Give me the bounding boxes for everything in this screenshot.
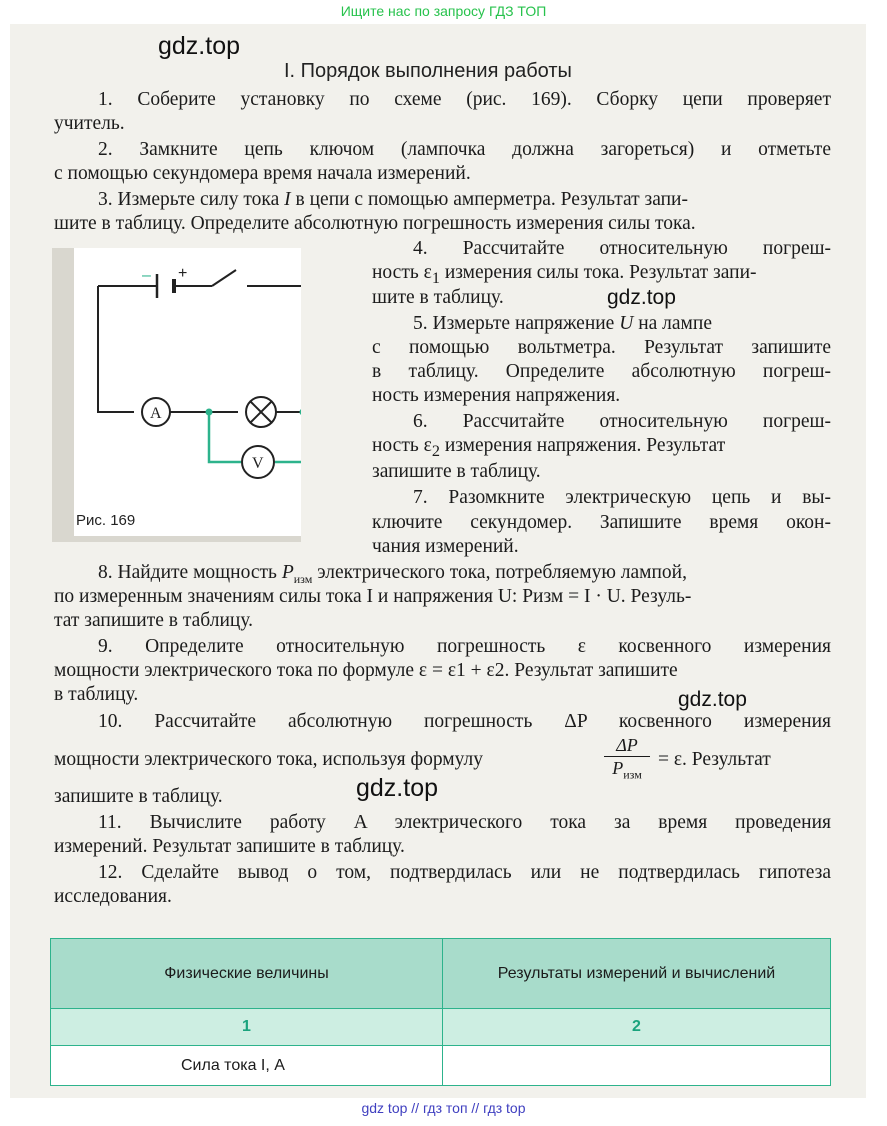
step-4-line: шите в таблицу. [372, 287, 504, 308]
watermark: gdz.top [356, 774, 439, 802]
figure-169 [52, 248, 301, 542]
table-header-row [51, 939, 831, 1009]
watermark: gdz.top [678, 688, 747, 711]
battery-minus-label: – [142, 267, 151, 284]
step-11-line: измерений. Результат запишите в таблицу. [54, 836, 405, 857]
step-7-line: 7. Разомкните электрическую цепь и вы- [413, 487, 831, 508]
step-5-line: с помощью вольтметра. Результат запишите [372, 337, 831, 358]
step-8-line: по измеренным значениям силы тока I и напряжения U: Pизм = I · U. Резуль- [54, 586, 692, 607]
column-number: 1 [51, 1009, 443, 1046]
step-6-line: запишите в таблицу. [372, 461, 541, 482]
switch-key [212, 270, 236, 286]
column-number: 2 [443, 1009, 831, 1046]
step-11-line: 11. Вычислите работу A электрического тока за время проведения [98, 812, 831, 833]
step-7-line: ключите секундомер. Запишите время окон- [372, 512, 831, 533]
junction-point [206, 409, 213, 416]
step-6-line: ность $\varepsilon_2$ измерения напряжения. Результат [372, 435, 726, 460]
step-8-line: тат запишите в таблицу. [54, 610, 253, 631]
step-4-line: 4. Рассчитайте относительную погреш- [413, 238, 831, 259]
step-1-line: 1. Соберите установку по схеме (рис. 169). Сборку цепи проверяет [98, 89, 831, 110]
step-5-line: 5. Измерьте напряжение U на лампе [413, 313, 712, 334]
quantity-value [443, 1046, 831, 1086]
step-8-line: 8. Найдите мощность $P_{изм}$ электрического тока, потребляемую лампой, [98, 562, 687, 586]
watermark: gdz.top [158, 32, 241, 60]
formula-fraction: ΔP $P_{изм}$ [604, 734, 650, 786]
step-3-line: шите в таблицу. Определите абсолютную погрешность измерения силы тока. [54, 213, 696, 234]
step-9-line: в таблицу. [54, 684, 139, 705]
step-4-line: ность $\varepsilon_1$ измерения силы тока. Результат запи- [372, 262, 757, 287]
junction-point [300, 409, 302, 416]
step-10-line: = ε. Результат [658, 749, 771, 770]
step-2-line: с помощью секундомера время начала измерений. [54, 163, 471, 184]
table-number-row [51, 1009, 831, 1046]
step-6-line: 6. Рассчитайте относительную погреш- [413, 411, 831, 432]
step-2-line: 2. Замкните цепь ключом (лампочка должна загореться) и отметьте [98, 139, 831, 160]
results-table [50, 938, 831, 1086]
step-10-line: запишите в таблицу. [54, 786, 223, 807]
battery-plus-label: + [178, 265, 188, 282]
step-9-line: мощности электрического тока по формуле ε = ε1 + ε2. Результат запишите [54, 660, 678, 681]
step-12-line: исследования. [54, 886, 172, 907]
step-7-line: чания измерений. [372, 536, 519, 557]
table-header-cell: Результаты измерений и вычислений [443, 939, 831, 1009]
step-10-line: 10. Рассчитайте абсолютную погрешность ΔP косвенного измерения [98, 711, 831, 732]
main-circuit-wires [98, 286, 301, 412]
ammeter-label: A [150, 405, 162, 422]
step-10-line: мощности электрического тока, используя формулу [54, 749, 483, 770]
table-row [51, 1046, 831, 1086]
voltmeter-label: V [252, 455, 264, 472]
top-banner[interactable]: Ищите нас по запросу ГДЗ ТОП [340, 3, 547, 19]
bottom-links[interactable]: gdz top // гдз топ // гдз top [361, 1100, 526, 1116]
figure-caption: Рис. 169 [76, 512, 136, 529]
circuit-diagram [52, 248, 301, 542]
section-heading: I. Порядок выполнения работы [284, 60, 572, 82]
step-5-line: в таблицу. Определите абсолютную погреш- [372, 361, 831, 382]
step-5-line: ность измерения напряжения. [372, 385, 621, 406]
step-9-line: 9. Определите относительную погрешность ε косвенного измерения [98, 636, 831, 657]
step-3-line: 3. Измерьте силу тока I в цепи с помощью амперметра. Результат запи- [98, 189, 688, 210]
table-header-cell: Физические величины [51, 939, 443, 1009]
step-1-line: учитель. [54, 113, 125, 134]
watermark: gdz.top [607, 286, 676, 309]
quantity-label: Сила тока I, А [51, 1046, 443, 1086]
step-12-line: 12. Сделайте вывод о том, подтвердилась или не подтвердилась гипотеза [98, 862, 831, 883]
